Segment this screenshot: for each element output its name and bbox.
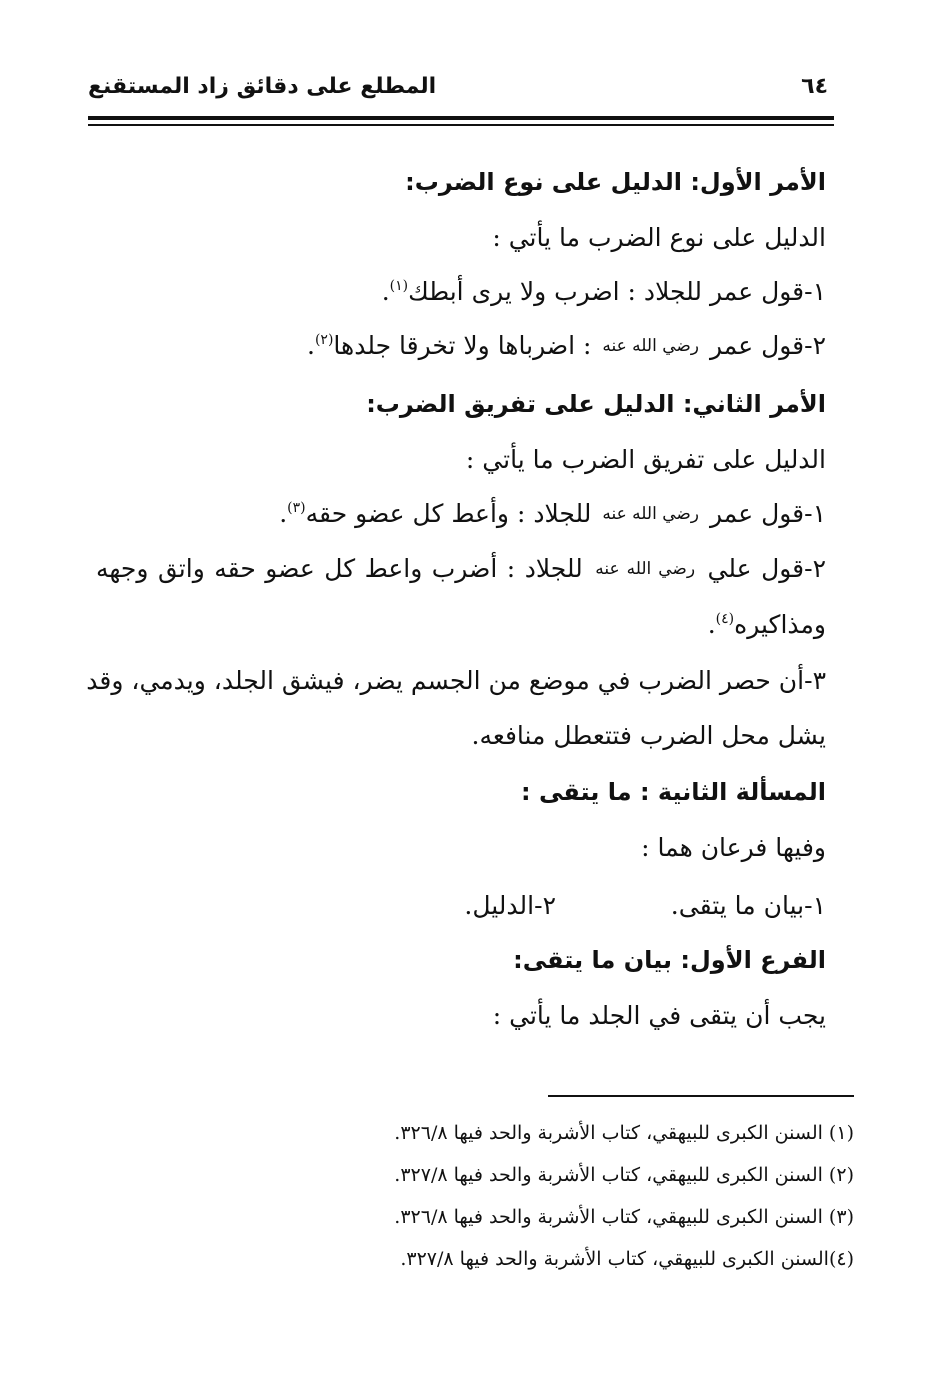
footnote-ref: (٤) [715, 611, 735, 627]
footnote-ref: (١) [389, 278, 409, 294]
evidence-item [96, 549, 826, 589]
item-text: : اضرباها ولا تخرقا جلدها [333, 331, 592, 360]
footnote-separator [548, 1095, 854, 1097]
evidence-item [307, 326, 826, 366]
item-end: . [306, 331, 315, 360]
running-header [88, 68, 834, 108]
item-text: ومذاكيره [734, 610, 826, 639]
section-heading-fourth: الفرع الأول: بيان ما يتقى: [513, 946, 826, 974]
intro-fourth: يجب أن يتقى في الجلد ما يأتي : [492, 1001, 826, 1030]
branches-row [326, 886, 826, 926]
item-text: ١-قول عمر للجلاد : اضرب ولا يرى أبطك [408, 277, 826, 306]
section-heading-second: الأمر الثاني: الدليل على تفريق الضرب: [366, 390, 826, 418]
honorific-glyph: رضي الله عنه [602, 504, 700, 524]
section-heading-third: المسألة الثانية : ما يتقى : [521, 778, 826, 806]
branch-one: ١-بيان ما يتقى. [670, 891, 826, 920]
intro-first: الدليل على نوع الضرب ما يأتي : [492, 223, 826, 252]
branch-two: ٢-الدليل. [464, 891, 556, 920]
footnote: (٤)السنن الكبرى للبيهقي، كتاب الأشربة والحد فيها ٣٢٧/٨. [400, 1248, 854, 1270]
evidence-item [279, 494, 826, 534]
item-text: للجلاد : وأعط كل عضو حقه [305, 499, 592, 528]
header-rule-thin [88, 124, 834, 126]
item-text: ٢-قول علي [707, 554, 826, 583]
evidence-item [382, 272, 826, 312]
item-end: . [279, 499, 288, 528]
intro-third: وفيها فرعان هما : [641, 833, 826, 862]
footnote: (٣) السنن الكبرى للبيهقي، كتاب الأشربة والحد فيها ٣٢٦/٨. [394, 1206, 854, 1228]
item-text: ٢-قول عمر [709, 331, 826, 360]
evidence-item-continuation [708, 605, 826, 645]
footnote-ref: (٢) [314, 332, 334, 348]
item-end: . [707, 610, 716, 639]
item-text: ١-قول عمر [709, 499, 826, 528]
footnote-ref: (٣) [287, 500, 306, 516]
item-text: للجلاد : أضرب واعط كل عضو حقه واتق وجهه [96, 554, 583, 583]
section-heading-first: الأمر الأول: الدليل على نوع الضرب: [405, 168, 826, 196]
item-end: . [381, 277, 390, 306]
honorific-glyph: رضي الله عنه [602, 336, 700, 356]
footnote: (١) السنن الكبرى للبيهقي، كتاب الأشربة والحد فيها ٣٢٦/٨. [394, 1122, 854, 1144]
evidence-item-continuation: يشل محل الضرب فتتعطل منافعه. [471, 721, 826, 750]
page-number: ٦٤ [801, 74, 828, 99]
footnote: (٢) السنن الكبرى للبيهقي، كتاب الأشربة والحد فيها ٣٢٧/٨. [394, 1164, 854, 1186]
header-rule-thick [88, 116, 834, 120]
honorific-glyph: رضي الله عنه [595, 559, 696, 579]
book-title: المطلع على دقائق زاد المستقنع [88, 74, 437, 99]
evidence-item: ٣-أن حصر الضرب في موضع من الجسم يضر، فيشق الجلد، ويدمي، وقد [86, 666, 826, 695]
intro-second: الدليل على تفريق الضرب ما يأتي : [465, 445, 826, 474]
